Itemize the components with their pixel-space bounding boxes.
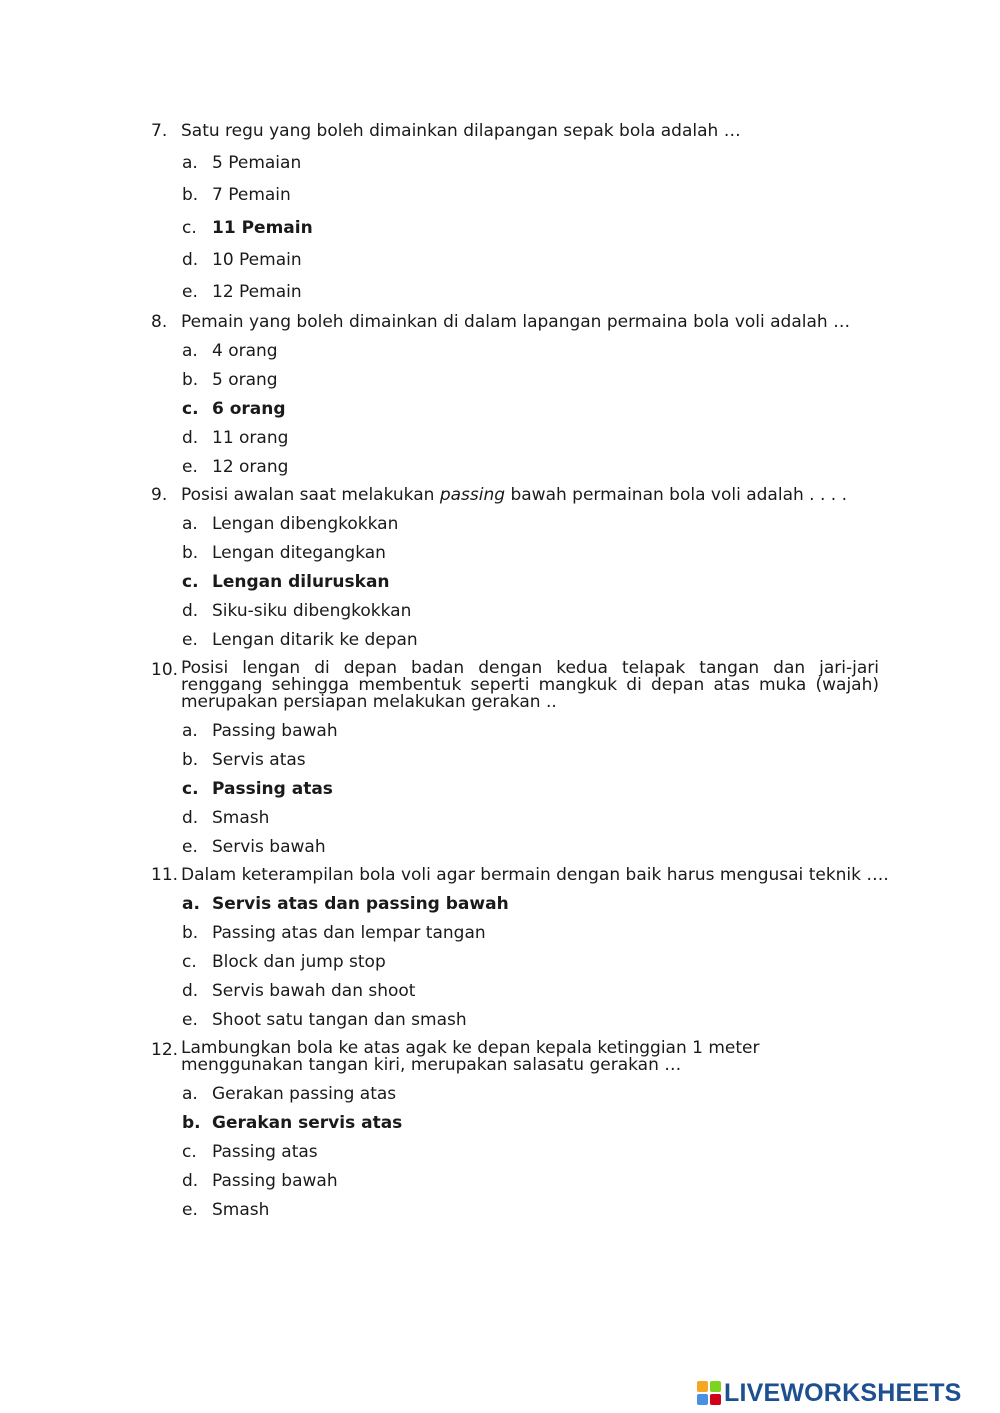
option-text: 4 orang	[212, 341, 278, 361]
option-text: Gerakan servis atas	[212, 1113, 403, 1133]
option-letter: a.	[182, 721, 198, 741]
question-text-italic: passing	[439, 485, 506, 505]
option-letter: c.	[182, 1142, 197, 1162]
option-letter: e.	[182, 630, 198, 650]
option-text: 5 Pemaian	[212, 153, 302, 173]
option-text: 11 orang	[212, 428, 289, 448]
option-letter: a.	[182, 514, 198, 534]
question-number: 7.	[151, 121, 168, 141]
option-text: Shoot satu tangan dan smash	[212, 1010, 467, 1030]
option-text: Siku-siku dibengkokkan	[212, 601, 412, 621]
option-letter: b.	[182, 370, 199, 390]
option-text: Lengan diluruskan	[212, 572, 390, 592]
option-letter: b.	[182, 1113, 201, 1133]
option-text: Block dan jump stop	[212, 952, 386, 972]
option-text: Lengan ditarik ke depan	[212, 630, 418, 650]
option-text: Smash	[212, 808, 270, 828]
option-letter: e.	[182, 837, 198, 857]
liveworksheets-logo[interactable]	[697, 1379, 962, 1407]
option-letter: c.	[182, 572, 199, 592]
option-letter: a.	[182, 1084, 198, 1104]
option-letter: c.	[182, 779, 199, 799]
liveworksheets-logo-icon	[697, 1381, 721, 1405]
option-text: Servis bawah	[212, 837, 326, 857]
question-number: 8.	[151, 312, 168, 332]
option-letter: c.	[182, 952, 197, 972]
option-text: Passing atas	[212, 1142, 318, 1162]
question-number: 9.	[151, 485, 168, 505]
option-letter: d.	[182, 1171, 199, 1191]
question-number: 12.	[151, 1040, 179, 1060]
option-letter: d.	[182, 981, 199, 1001]
option-letter: e.	[182, 1200, 198, 1220]
option-text: 7 Pemain	[212, 185, 291, 205]
option-letter: b.	[182, 923, 199, 943]
option-text: Smash	[212, 1200, 270, 1220]
option-letter: a.	[182, 153, 198, 173]
option-text: Servis atas	[212, 750, 306, 770]
option-letter: b.	[182, 543, 199, 563]
option-letter: e.	[182, 457, 198, 477]
option-text: 12 orang	[212, 457, 289, 477]
question-text-before: Posisi awalan saat melakukan	[181, 485, 440, 505]
option-text: Passing atas dan lempar tangan	[212, 923, 486, 943]
question-text-after: bawah permainan bola voli adalah . . . .	[505, 485, 847, 505]
option-text: Passing bawah	[212, 721, 338, 741]
option-text: Lengan dibengkokkan	[212, 514, 399, 534]
question-text: Pemain yang boleh dimainkan di dalam lapangan permaina bola voli adalah …	[181, 312, 851, 332]
option-text: Servis atas dan passing bawah	[212, 894, 509, 914]
option-text: 12 Pemain	[212, 282, 302, 302]
question-text: Dalam keterampilan bola voli agar bermain dengan baik harus mengusai teknik ….	[181, 865, 889, 885]
option-text: 10 Pemain	[212, 250, 302, 270]
option-letter: a.	[182, 341, 198, 361]
option-letter: e.	[182, 282, 198, 302]
question-number: 10.	[151, 660, 179, 680]
option-letter: b.	[182, 185, 199, 205]
question-text: Lambungkan bola ke atas agak ke depan kepala ketinggian 1 meter menggunakan tangan kiri, merupakan salasatu gerakan …	[181, 1038, 760, 1075]
question-text: Satu regu yang boleh dimainkan dilapangan sepak bola adalah …	[181, 121, 741, 141]
option-text: Gerakan passing atas	[212, 1084, 397, 1104]
option-letter: e.	[182, 1010, 198, 1030]
option-letter: c.	[182, 218, 197, 238]
option-letter: d.	[182, 428, 199, 448]
question-text	[181, 485, 847, 505]
option-letter: b.	[182, 750, 199, 770]
option-text: Passing atas	[212, 779, 333, 799]
option-text: Lengan ditegangkan	[212, 543, 386, 563]
option-letter: c.	[182, 399, 199, 419]
option-letter: d.	[182, 250, 199, 270]
option-text: 6 orang	[212, 399, 286, 419]
option-letter: d.	[182, 601, 199, 621]
question-number: 11.	[151, 865, 179, 885]
option-text: 5 orang	[212, 370, 278, 390]
logo-text: LIVEWORKSHEETS	[724, 1378, 962, 1407]
option-letter: d.	[182, 808, 199, 828]
option-text: 11 Pemain	[212, 218, 313, 238]
option-text: Passing bawah	[212, 1171, 338, 1191]
option-letter: a.	[182, 894, 200, 914]
option-text: Servis bawah dan shoot	[212, 981, 416, 1001]
question-text: Posisi lengan di depan badan dengan kedua telapak tangan dan jari-jari renggang sehingga membentuk seperti mangkuk di depan atas muka (wajah) merupakan persiapan melakukan gerakan ..	[181, 658, 879, 712]
